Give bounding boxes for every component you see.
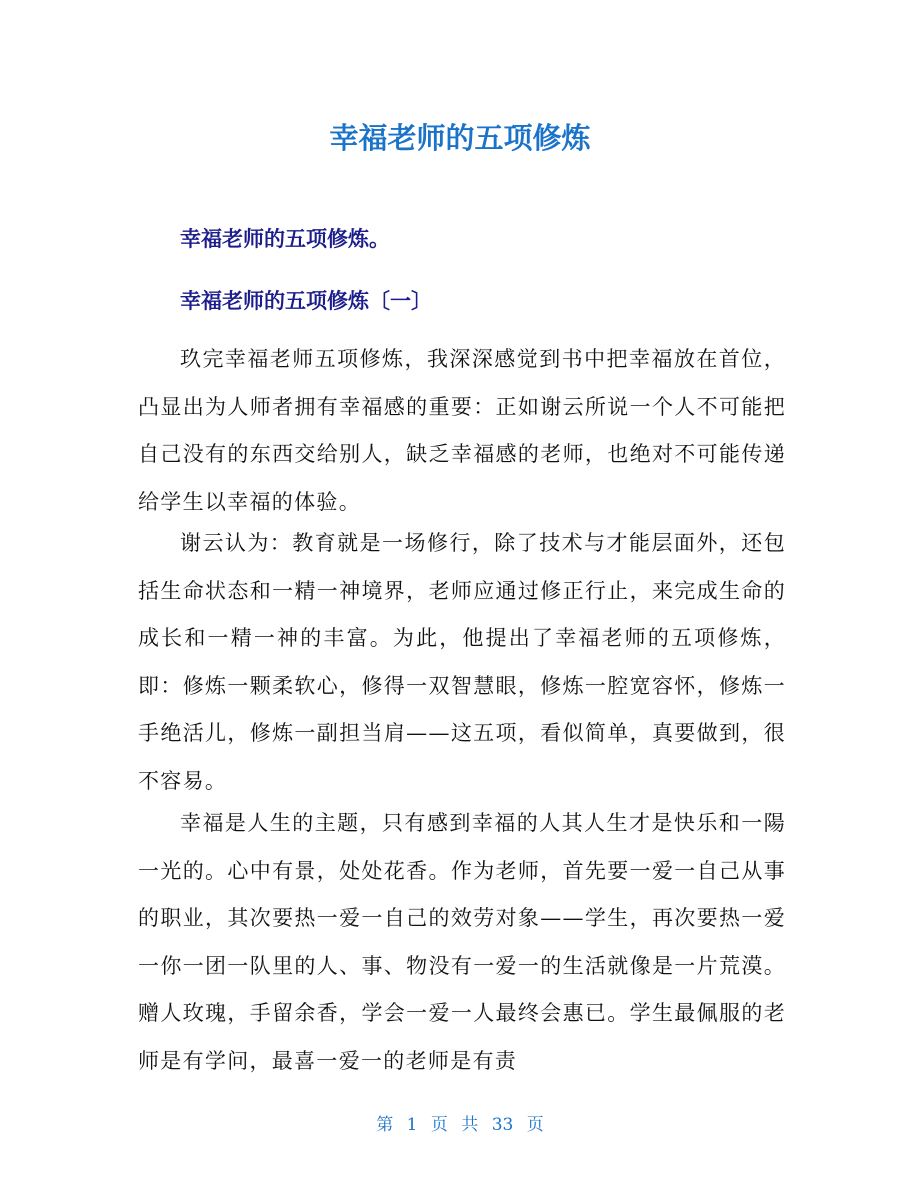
footer-label-page: 第 bbox=[376, 1115, 394, 1135]
document-title: 幸福老师的五项修炼 bbox=[329, 121, 591, 155]
subheading-main: 幸福老师的五项修炼。 bbox=[180, 227, 390, 251]
footer-label-total-unit: 页 bbox=[526, 1115, 544, 1135]
footer-label-page-unit: 页 bbox=[430, 1115, 448, 1135]
page-footer bbox=[0, 1112, 920, 1138]
body-paragraph: 玖完幸福老师五项修炼，我深深感觉到书中把幸福放在首位，凸显出为人师者拥有幸福感的重要：正如谢云所说一个人不可能把自己没有的东西交给别人，缺乏幸福感的老师，也绝对不可能传递给学生以幸福的体验。 bbox=[138, 347, 786, 514]
body-paragraph: 幸福是人生的主题，只有感到幸福的人其人生才是快乐和一陽一光的。心中有景，处处花香。作为老师，首先要一爱一自己从事的职业，其次要热一爱一自己的效劳对象——学生，再次要热一爱一你一团一队里的人、事、物没有一爱一的生活就像是一片荒漠。赠人玫瑰，手留余香，学会一爱一人最终会惠已。学生最佩服的老师是有学问，最喜一爱一的老师是有责 bbox=[138, 811, 786, 1073]
body-paragraph: 谢云认为：教育就是一场修行，除了技术与才能层面外，还包括生命状态和一精一神境界，老师应通过修正行止，来完成生命的成长和一精一神的丰富。为此，他提出了幸福老师的五项修炼，即：修炼一颗柔软心，修得一双智慧眼，修炼一腔宽容怀，修炼一手绝活儿，修炼一副担当肩——这五项，看似简单，真要做到，很不容易。 bbox=[138, 531, 786, 793]
footer-label-total: 共 bbox=[461, 1115, 479, 1135]
footer-total-pages: 33 bbox=[491, 1115, 514, 1135]
footer-current-page: 1 bbox=[406, 1115, 418, 1135]
subheading-part-one: 幸福老师的五项修炼〔一〕 bbox=[180, 289, 432, 313]
